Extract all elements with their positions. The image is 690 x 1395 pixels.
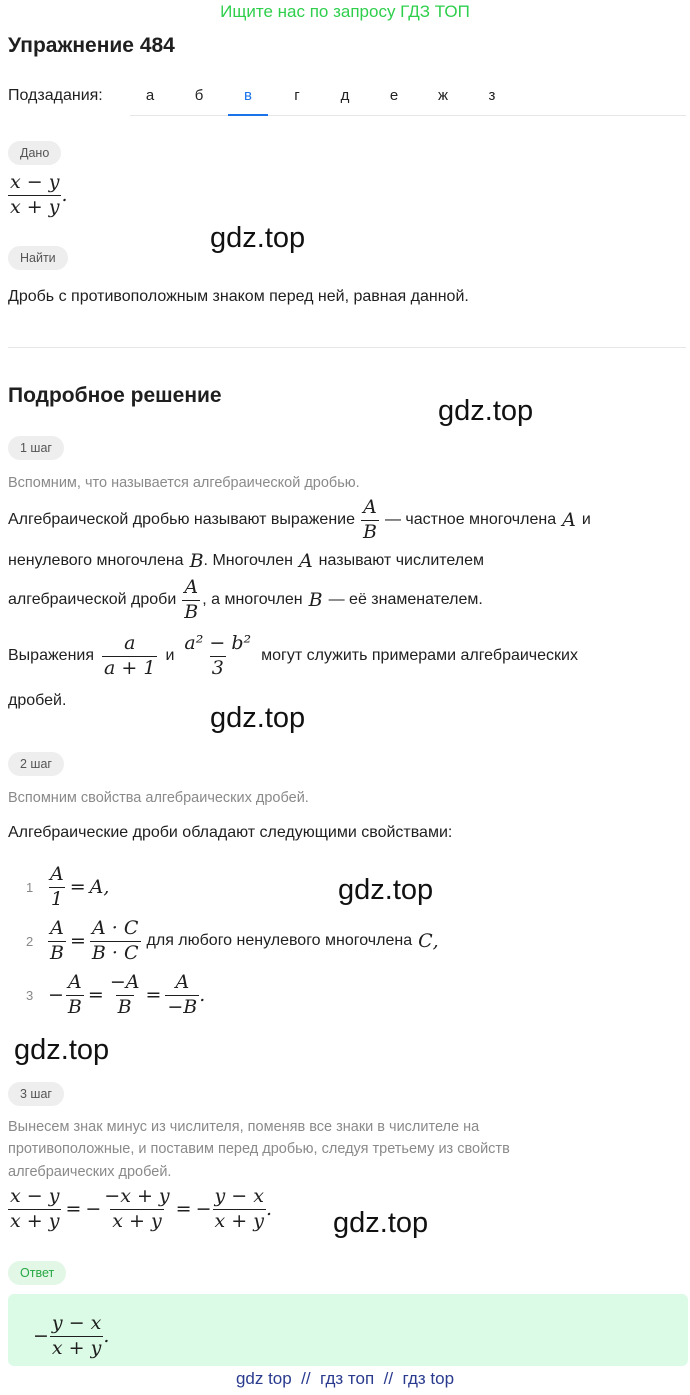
step-1-line-3: алгебраической дроби $\frac{A}{B}$ , а многочлен B — её знаменателем. xyxy=(8,576,483,623)
subtask-tab-b[interactable]: б xyxy=(194,87,204,104)
step-2-pill: 2 шаг xyxy=(8,752,64,776)
step-2-intro: Алгебраические дроби обладают следующими свойствами: xyxy=(8,824,453,841)
watermark: gdz.top xyxy=(338,874,434,906)
fraction-a-over-b: $\frac{A}{B}$ xyxy=(362,496,377,543)
given-pill: Дано xyxy=(8,141,61,165)
step-1-line-5: дробей. xyxy=(8,692,67,709)
subtasks-tabs xyxy=(130,78,686,116)
find-pill: Найти xyxy=(8,246,68,270)
subtask-tab-e[interactable]: е xyxy=(389,87,399,104)
property-2: 2 $\frac{A}{B}$ = $\frac{A \cdot C}{B \cdot C}$ для любого ненулевого многочлена C , xyxy=(26,917,439,964)
step-1-hint: Вспомним, что называется алгебраической дробью. xyxy=(8,475,360,491)
answer-pill: Ответ xyxy=(8,1261,66,1285)
subtask-tab-a[interactable]: а xyxy=(145,87,155,104)
search-banner[interactable]: Ищите нас по запросу ГДЗ ТОП xyxy=(220,2,470,21)
step-3-equation: $\frac{x - y}{x + y}$ = − $\frac{-x + y}{x + y}$ = − $\frac{y - x}{x + y}$ . xyxy=(10,1185,273,1232)
watermark: gdz.top xyxy=(14,1034,110,1066)
example-fraction-2: $\frac{\text{a² − b²}}{3}$ xyxy=(184,632,252,679)
subtask-tab-g[interactable]: г xyxy=(294,87,300,104)
find-text: Дробь с противоположным знаком перед ней, равная данной. xyxy=(8,288,469,305)
subtask-tab-v[interactable]: в xyxy=(228,78,268,116)
exercise-title: Упражнение 484 xyxy=(8,34,175,57)
property-1: 1 $\frac{A}{1}$ = A , xyxy=(26,863,110,910)
solution-title: Подробное решение xyxy=(8,384,222,407)
step-3-hint: Вынесем знак минус из числителя, поменяв все знаки в числителе на противоположные, и поставим перед дробью, следуя третьему из свойств алгебраических дробей. xyxy=(8,1119,510,1180)
subtask-tab-zh[interactable]: ж xyxy=(437,87,449,104)
step-2-hint: Вспомним свойства алгебраических дробей. xyxy=(8,790,309,806)
property-3: 3 − $\frac{A}{B}$ = $\frac{-A}{B}$ = $\frac{A}{-B}$ . xyxy=(26,971,206,1018)
subtasks-label: Подзадания: xyxy=(8,87,103,104)
watermark: gdz.top xyxy=(210,702,306,734)
section-divider xyxy=(8,347,686,348)
given-fraction: $\frac{x - y}{x + y}$ xyxy=(10,171,60,218)
watermark: gdz.top xyxy=(438,395,534,427)
step-1-pill: 1 шаг xyxy=(8,436,64,460)
answer-expression: − $\frac{y - x}{x + y}$ . xyxy=(33,1312,110,1359)
step-1-line-2: ненулевого многочлена B . Многочлен A называют числителем xyxy=(8,550,484,572)
example-fraction-1: $\frac{a}{a + 1}$ xyxy=(104,632,156,679)
subtask-tab-z[interactable]: з xyxy=(488,87,496,104)
watermark: gdz.top xyxy=(333,1207,429,1239)
subtask-tab-d[interactable]: д xyxy=(340,87,350,104)
fraction-a-over-b: $\frac{A}{B}$ xyxy=(184,576,199,623)
footer-links[interactable]: gdz top // гдз топ // гдз top xyxy=(235,1369,455,1388)
step-1-line-1: Алгебраической дробью называют выражение $\frac{A}{B}$ — частное многочлена A и xyxy=(8,496,591,543)
step-1-line-4: Выражения $\frac{a}{a + 1}$ и $\frac{\text{a² − b²}}{3}$ могут служить примерами алгебраических xyxy=(8,632,578,679)
answer-box xyxy=(8,1294,688,1366)
given-expression: $\frac{x - y}{x + y}$ . xyxy=(10,171,68,218)
step-3-pill: 3 шаг xyxy=(8,1082,64,1106)
watermark: gdz.top xyxy=(210,222,306,254)
